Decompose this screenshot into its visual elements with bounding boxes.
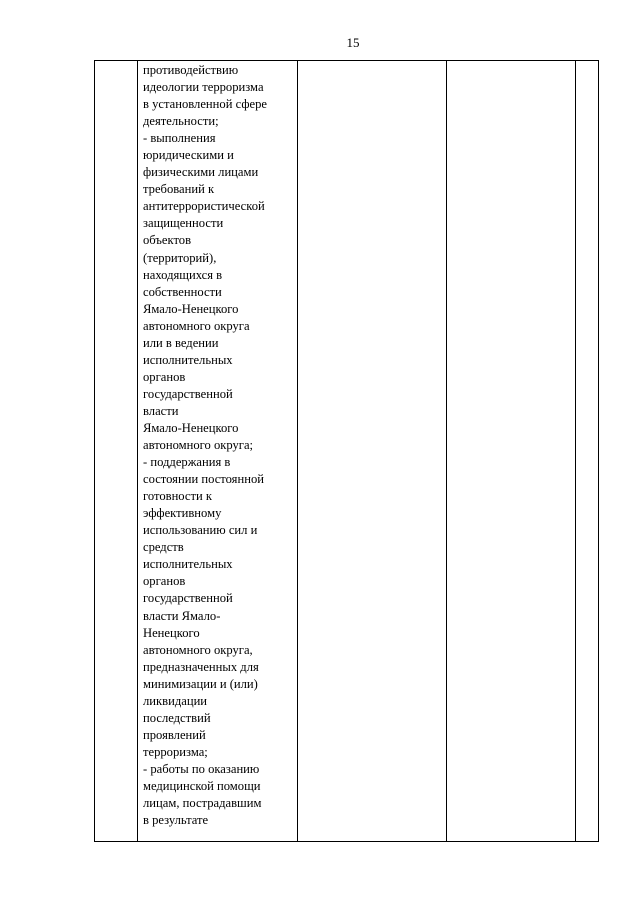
description-line: - работы по оказанию [143,761,260,776]
description-line: объектов [143,233,192,248]
description-line: защищенности [143,216,224,231]
description-line: Ямало-Ненецкого [143,420,239,435]
description-line: противодействию [143,63,239,77]
description-line: собственности [143,284,222,299]
table-cell-description [138,61,298,842]
description-line: органов [143,574,186,589]
description-line: автономного округа; [143,438,254,453]
description-line: Ямало-Ненецкого [143,301,239,316]
measures-table [94,60,599,842]
description-line: готовности к [143,489,213,504]
description-line: предназначенных для [143,659,259,674]
description-text [138,61,297,829]
description-line: медицинской помощи [143,778,261,793]
description-line: ликвидации [143,693,208,708]
description-line: - выполнения [143,131,216,146]
description-line: состоянии постоянной [143,472,264,487]
description-line: средств [143,540,184,555]
description-line: деятельности; [143,114,219,129]
description-line: государственной [143,591,233,606]
description-line: (территорий), [143,250,217,265]
description-line: использованию сил и [143,523,258,538]
description-line: автономного округа, [143,642,253,657]
description-line: Ненецкого [143,625,200,640]
description-line: эффективному [143,506,222,521]
table-row [95,61,599,842]
description-line: лицам, пострадавшим [143,796,262,811]
description-line: власти [143,403,179,418]
description-line: физическими лицами [143,165,259,180]
description-line: юридическими и [143,148,234,163]
description-line: минимизации и (или) [143,676,258,691]
description-line: проявлений [143,727,206,742]
description-line: идеологии терроризма [143,80,264,95]
table-cell-note [576,61,599,842]
table-cell-executor [298,61,447,842]
description-line: антитеррористической [143,199,265,214]
description-line: в результате [143,813,209,828]
description-line: исполнительных [143,352,233,367]
description-line: исполнительных [143,557,233,572]
description-line: последствий [143,710,211,725]
description-line: автономного округа [143,318,250,333]
description-line: в установленной сфере [143,97,267,112]
description-line: органов [143,369,186,384]
table-cell-number [95,61,138,842]
table-cell-deadline [447,61,576,842]
page-number: 15 [346,35,360,50]
description-line: или в ведении [143,335,219,350]
description-line: терроризма; [143,744,208,759]
description-line: - поддержания в [143,455,231,470]
description-line: находящихся в [143,267,223,282]
description-line: требований к [143,182,215,197]
description-line: власти Ямало- [143,608,221,623]
description-line: государственной [143,386,233,401]
